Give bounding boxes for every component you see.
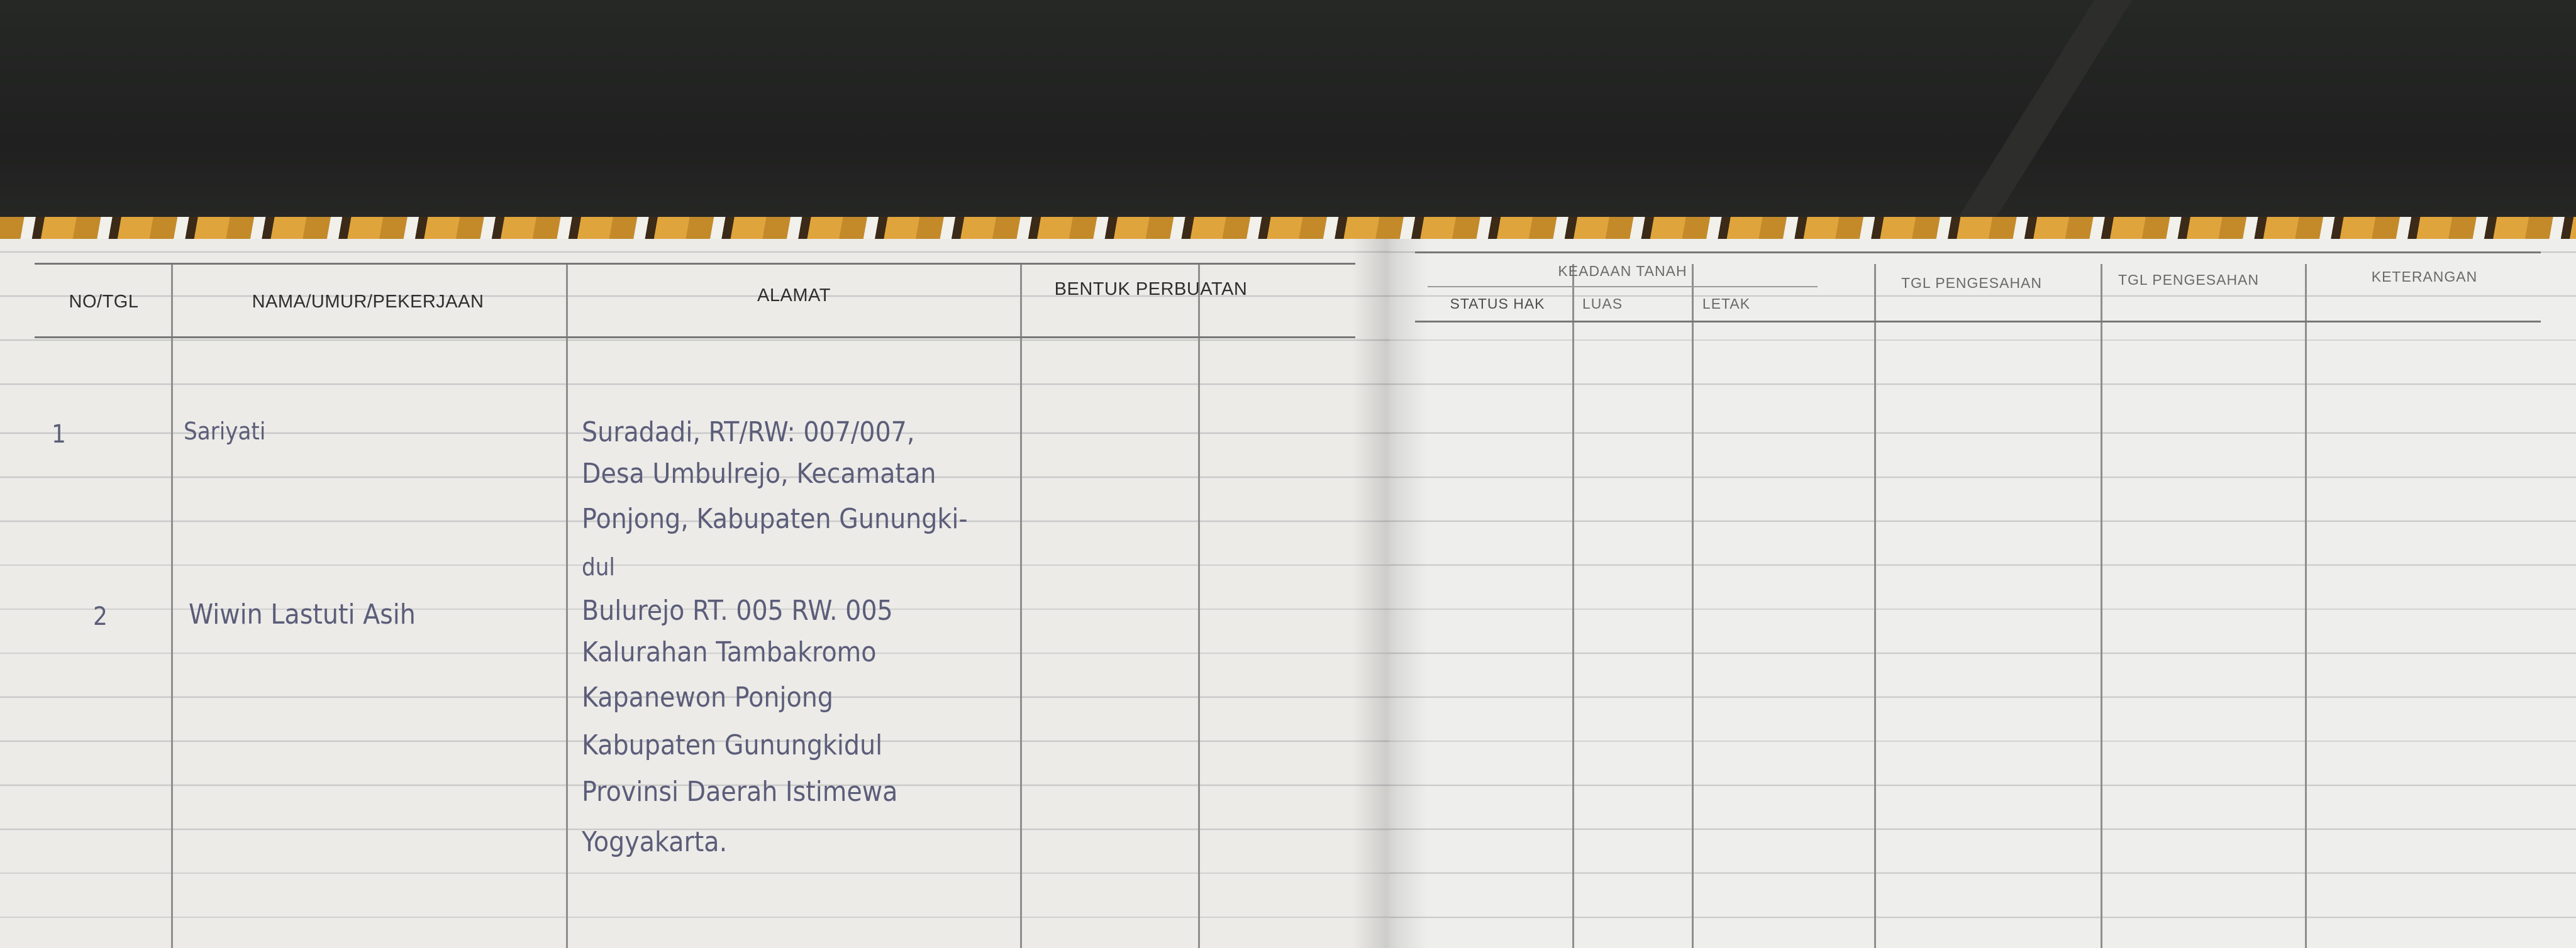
header-alamat: ALAMAT bbox=[757, 285, 831, 306]
column-divider bbox=[1198, 264, 1200, 948]
column-divider bbox=[1692, 264, 1694, 948]
header-bottom-border bbox=[1415, 321, 2541, 322]
header-nama: NAMA/UMUR/PEKERJAAN bbox=[252, 291, 484, 312]
ledger-right-page bbox=[1390, 239, 2576, 948]
entry-number: 1 bbox=[52, 420, 66, 449]
column-divider bbox=[2101, 264, 2102, 948]
header-luas: LUAS bbox=[1582, 295, 1623, 312]
header-no-tgl: NO/TGL bbox=[69, 291, 139, 312]
entry-number: 2 bbox=[93, 602, 108, 631]
subheader-border bbox=[1428, 286, 1818, 287]
header-top-border bbox=[1415, 251, 2541, 253]
entry-address-line: dul bbox=[582, 553, 615, 581]
column-divider bbox=[566, 264, 568, 948]
entry-address-line: Kalurahan Tambakromo bbox=[582, 636, 877, 668]
entry-address-line: Provinsi Daerah Istimewa bbox=[582, 776, 898, 808]
entry-address-line: Kapanewon Ponjong bbox=[582, 681, 833, 714]
entry-name: Wiwin Lastuti Asih bbox=[189, 598, 416, 631]
entry-address-line: Yogyakarta. bbox=[582, 826, 728, 858]
header-letak: LETAK bbox=[1702, 295, 1751, 312]
entry-address-line: Desa Umbulrejo, Kecamatan bbox=[582, 458, 936, 490]
header-bottom-border bbox=[35, 336, 1355, 338]
column-divider bbox=[1572, 264, 1574, 948]
column-divider bbox=[1874, 264, 1876, 948]
header-tgl-pengesahan: TGL PENGESAHAN bbox=[2118, 271, 2260, 288]
header-keadaan-tanah: KEADAAN TANAH bbox=[1558, 262, 1687, 279]
entry-name: Sariyati bbox=[184, 417, 266, 445]
entry-address-line: Kabupaten Gunungkidul bbox=[582, 729, 883, 761]
entry-address-line: Suradadi, RT/RW: 007/007, bbox=[582, 416, 915, 448]
column-divider bbox=[171, 264, 173, 948]
entry-address-line: Bulurejo RT. 005 RW. 005 bbox=[582, 595, 893, 627]
column-divider bbox=[1020, 264, 1022, 948]
header-keterangan: KETERANGAN bbox=[2371, 268, 2478, 285]
entry-address-line: Ponjong, Kabupaten Gunungki- bbox=[582, 503, 968, 535]
header-status-hak: STATUS HAK bbox=[1450, 295, 1545, 312]
column-divider bbox=[2305, 264, 2307, 948]
header-bentuk-perbuatan: BENTUK PERBUATAN bbox=[1054, 278, 1248, 299]
book-gutter bbox=[1352, 239, 1428, 948]
header-tgl-pengesahan: TGL PENGESAHAN bbox=[1901, 274, 2043, 291]
